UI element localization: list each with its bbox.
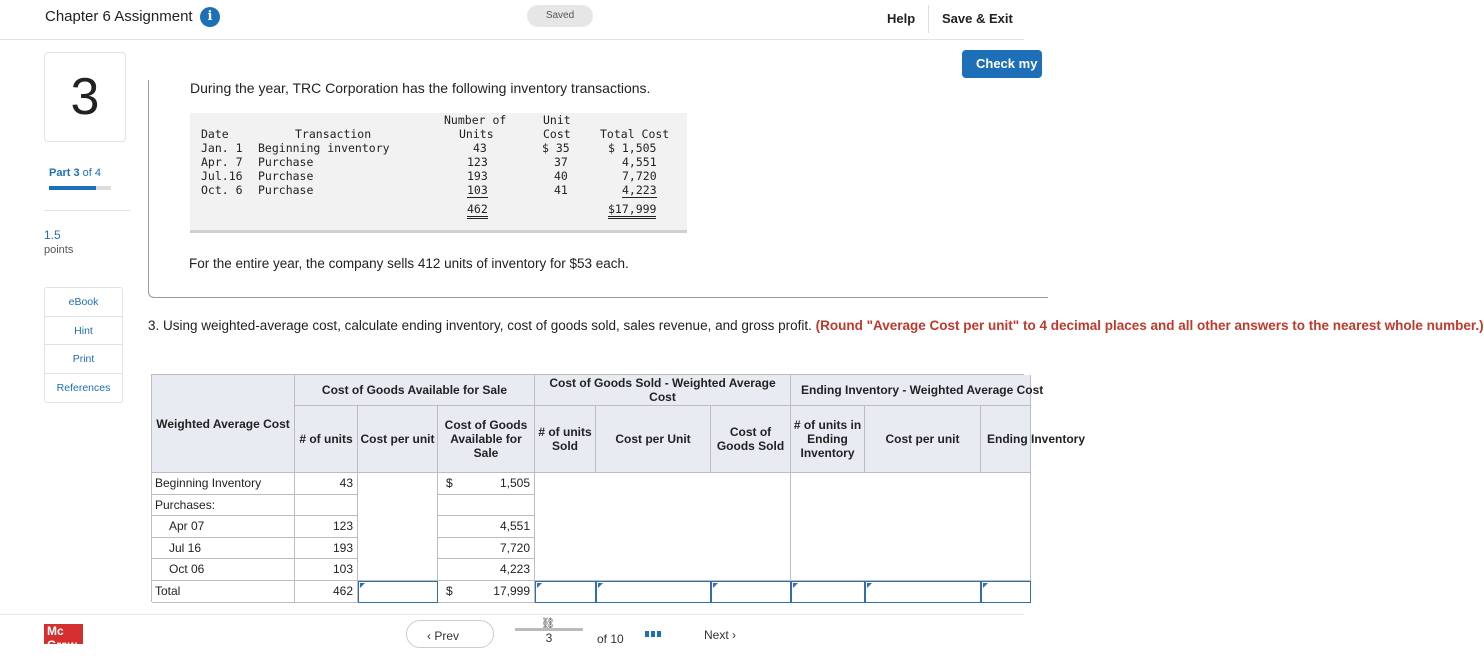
row-date: Jul.16 bbox=[201, 169, 243, 183]
ending-inventory-input[interactable] bbox=[981, 581, 1031, 603]
dollar-sign: $ bbox=[446, 584, 453, 598]
top-bar bbox=[0, 0, 1024, 40]
header-date: Date bbox=[201, 127, 229, 141]
row-label-beginning: Beginning Inventory bbox=[152, 473, 295, 495]
question-body: 3. Using weighted-average cost, calculate ending inventory, cost of goods sold, sales revenue, and gross profit. bbox=[148, 318, 816, 333]
link-icon: ⛓ bbox=[541, 618, 555, 630]
row-transaction: Purchase bbox=[258, 183, 314, 197]
row-units: 43 bbox=[473, 141, 487, 155]
total-cost: $17,999 bbox=[608, 202, 656, 219]
row-label-oct: Oct 06 bbox=[152, 559, 295, 581]
row-total: 7,720 bbox=[622, 169, 657, 183]
print-link[interactable]: Print bbox=[45, 345, 122, 374]
assignment-title: Chapter 6 Assignment bbox=[45, 8, 193, 25]
group-header-ending: Ending Inventory - Weighted Average Cost bbox=[791, 375, 1031, 406]
col-header-cost-per-unit-sold: Cost per Unit bbox=[596, 406, 711, 473]
next-label: Next bbox=[704, 628, 729, 642]
prev-button[interactable] bbox=[406, 620, 494, 648]
cogas-jul: 7,720 bbox=[438, 538, 535, 559]
saved-status-badge: Saved bbox=[527, 5, 593, 27]
row-transaction: Beginning inventory bbox=[258, 141, 390, 155]
cogas-oct: 4,223 bbox=[438, 559, 535, 581]
units-beginning: 43 bbox=[295, 473, 358, 495]
page-total-value: 10 bbox=[610, 632, 624, 646]
col-header-cogas: Cost of Goods Available for Sale bbox=[438, 406, 535, 473]
col-header-cost-per-unit-ending: Cost per unit bbox=[865, 406, 981, 473]
header-cost-2: Cost bbox=[543, 127, 571, 141]
divider bbox=[44, 210, 130, 211]
cogas-apr: 4,551 bbox=[438, 516, 535, 538]
part-progress-bar bbox=[49, 186, 111, 190]
cost-per-unit-blank bbox=[358, 473, 438, 581]
header-units-2: Units bbox=[459, 127, 494, 141]
header-units-1: Number of bbox=[444, 113, 507, 127]
col-header-units-sold: # of units Sold bbox=[535, 406, 596, 473]
group-header-cogs: Cost of Goods Sold - Weighted Average Cost bbox=[535, 375, 791, 406]
units-apr: 123 bbox=[295, 516, 358, 538]
row-unit-cost: $ 35 bbox=[542, 141, 570, 155]
row-transaction: Purchase bbox=[258, 155, 314, 169]
ebook-link[interactable]: eBook bbox=[45, 288, 122, 317]
cogas-purchases-blank bbox=[438, 495, 535, 516]
answer-table bbox=[151, 374, 1086, 602]
page-total bbox=[597, 632, 624, 646]
next-button[interactable] bbox=[686, 620, 776, 648]
row-unit-cost: 37 bbox=[554, 155, 568, 169]
save-exit-button[interactable]: Save & Exit bbox=[942, 11, 1013, 26]
header-total: Total Cost bbox=[600, 127, 670, 141]
units-purchases-blank bbox=[295, 495, 358, 516]
cogas-beginning-value: 1,505 bbox=[499, 476, 530, 490]
row-date: Jan. 1 bbox=[201, 141, 243, 155]
average-cost-per-unit-input[interactable] bbox=[358, 581, 438, 603]
col-header-cost-per-unit: Cost per unit bbox=[358, 406, 438, 473]
inventory-transactions-table bbox=[190, 113, 687, 233]
problem-intro: During the year, TRC Corporation has the following inventory transactions. bbox=[190, 80, 651, 96]
mcgraw-hill-logo: Mc Graw Hill bbox=[44, 624, 83, 644]
rounding-note: (Round "Average Cost per unit" to 4 decimal places and all other answers to the nearest whole number.) bbox=[815, 318, 1484, 333]
divider bbox=[928, 5, 929, 33]
divider bbox=[0, 614, 1024, 615]
row-total: 4,551 bbox=[622, 155, 657, 169]
part-of: of 4 bbox=[79, 167, 101, 179]
resources-menu bbox=[44, 287, 123, 403]
help-button[interactable]: Help bbox=[887, 11, 916, 26]
row-unit-cost: 41 bbox=[554, 183, 568, 197]
col-header-ending-inventory: Ending Inventory bbox=[981, 406, 1031, 473]
header-cost-1: Unit bbox=[543, 113, 571, 127]
units-sold-input[interactable] bbox=[535, 581, 596, 603]
row-date: Oct. 6 bbox=[201, 183, 243, 197]
question-text bbox=[148, 317, 1484, 334]
row-label-apr: Apr 07 bbox=[152, 516, 295, 538]
row-label-total: Total bbox=[152, 581, 295, 603]
part-word: Part 3 bbox=[49, 167, 80, 179]
page-sep: of bbox=[597, 632, 608, 646]
cogas-total bbox=[438, 581, 535, 603]
units-ending-input[interactable] bbox=[791, 581, 865, 603]
part-indicator bbox=[49, 167, 101, 179]
row-label-purchases: Purchases: bbox=[152, 495, 295, 516]
header-transaction: Transaction bbox=[295, 127, 372, 141]
info-icon[interactable]: i bbox=[200, 7, 220, 27]
row-unit-cost: 40 bbox=[554, 169, 568, 183]
chevron-left-icon: ‹ bbox=[427, 629, 435, 643]
part-progress-fill bbox=[49, 186, 96, 190]
corner-header: Weighted Average Cost bbox=[152, 375, 295, 473]
row-transaction: Purchase bbox=[258, 169, 314, 183]
row-units: 103 bbox=[467, 183, 488, 197]
col-header-units: # of units bbox=[295, 406, 358, 473]
ending-cost-per-unit-input[interactable] bbox=[865, 581, 981, 603]
row-label-jul: Jul 16 bbox=[152, 538, 295, 559]
references-link[interactable]: References bbox=[56, 381, 111, 394]
cogs-cost-per-unit-input[interactable] bbox=[596, 581, 711, 603]
cogas-beginning bbox=[438, 473, 535, 495]
cogs-blank bbox=[535, 473, 791, 581]
group-header-available: Cost of Goods Available for Sale bbox=[295, 375, 535, 406]
points-value: 1.5 bbox=[44, 228, 61, 242]
check-my-work-button[interactable]: Check my work bbox=[962, 50, 1042, 78]
chevron-right-icon: › bbox=[728, 628, 737, 642]
units-oct: 103 bbox=[295, 559, 358, 581]
sales-statement: For the entire year, the company sells 412 units of inventory for $53 each. bbox=[189, 256, 629, 271]
cogas-total-value: 17,999 bbox=[493, 584, 530, 598]
hint-link[interactable]: Hint bbox=[45, 317, 122, 346]
row-date: Apr. 7 bbox=[201, 155, 243, 169]
dollar-sign: $ bbox=[446, 476, 453, 490]
points-label: points bbox=[44, 244, 74, 256]
page-current: 3 bbox=[545, 631, 553, 645]
units-total: 462 bbox=[295, 581, 358, 603]
page-indicator[interactable] bbox=[515, 628, 583, 648]
prev-label: Prev bbox=[434, 629, 460, 643]
col-header-cogs: Cost of Goods Sold bbox=[711, 406, 791, 473]
row-units: 123 bbox=[467, 155, 488, 169]
cost-of-goods-sold-input[interactable] bbox=[711, 581, 791, 603]
row-total: $ 1,505 bbox=[608, 141, 657, 155]
units-jul: 193 bbox=[295, 538, 358, 559]
col-header-units-ending: # of units in Ending Inventory bbox=[791, 406, 865, 473]
total-units: 462 bbox=[467, 202, 488, 219]
question-number: 3 bbox=[44, 52, 126, 142]
ending-blank bbox=[791, 473, 1031, 581]
row-units: 193 bbox=[467, 169, 488, 183]
row-total: 4,223 bbox=[622, 183, 657, 197]
grid-icon[interactable] bbox=[645, 631, 661, 637]
